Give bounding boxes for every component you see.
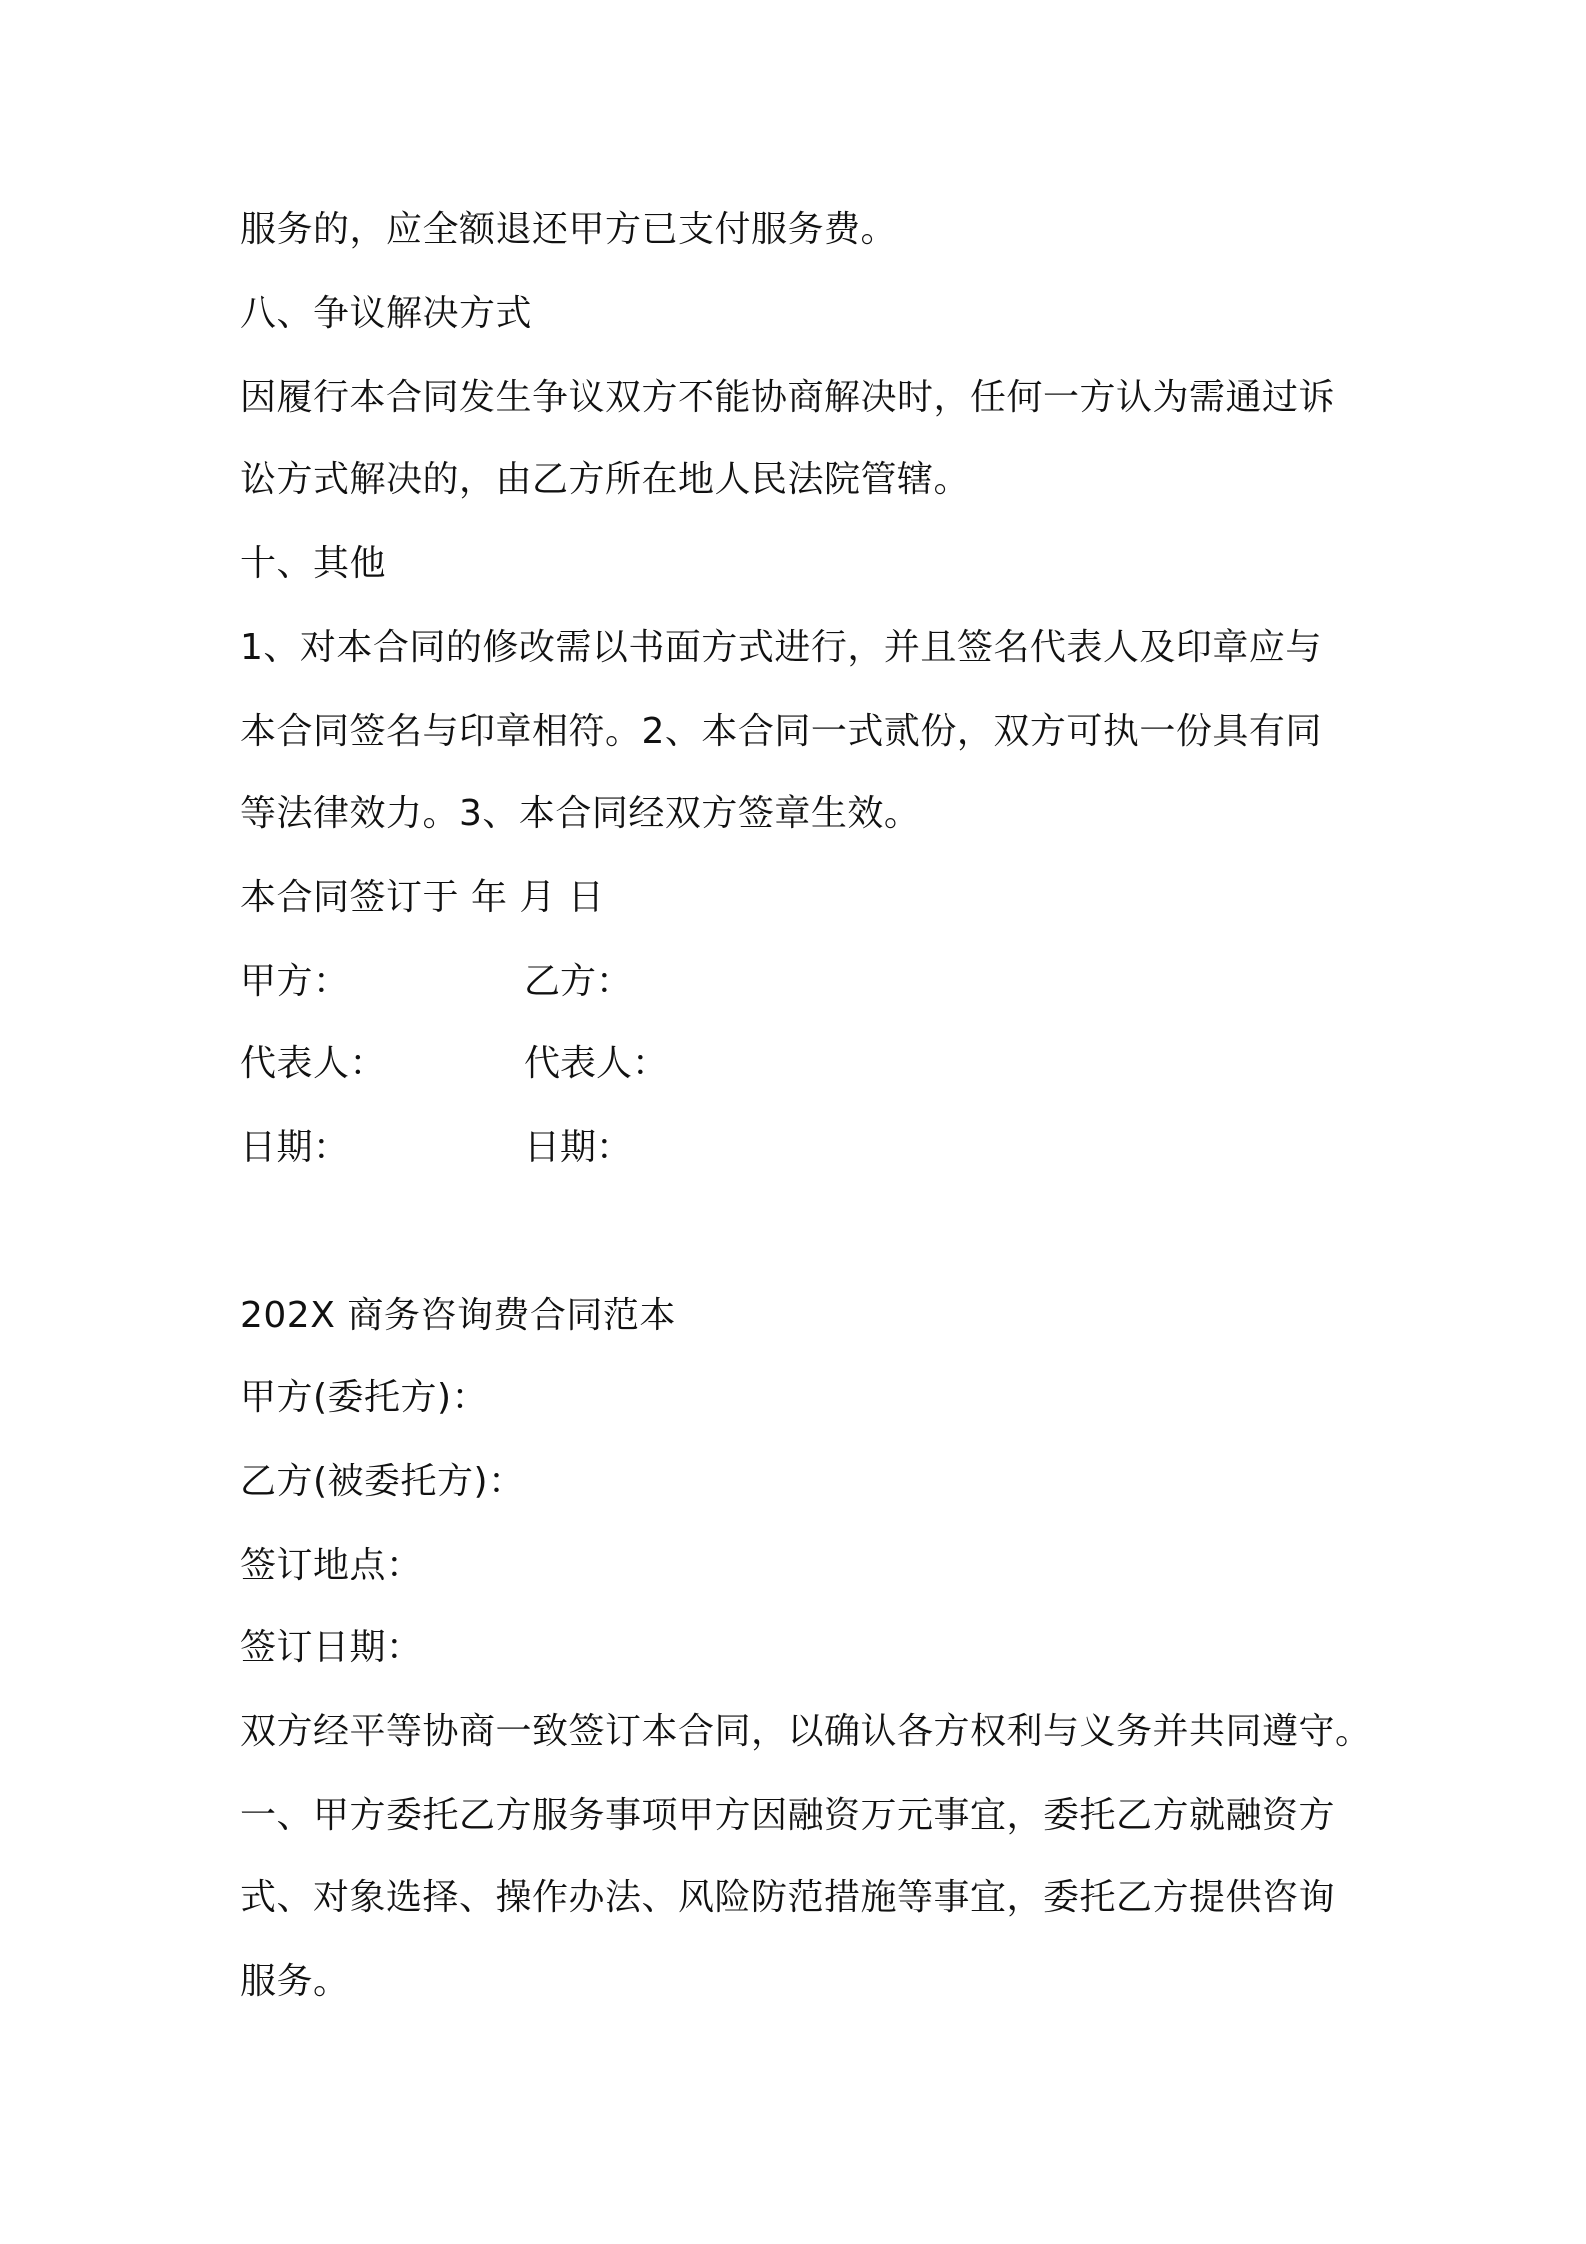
paragraph-line: 因履行本合同发生争议双方不能协商解决时，任何一方认为需通过诉 [240, 377, 1336, 418]
representative-a-label: 代表人： [240, 1043, 387, 1084]
clause-line: 式、对象选择、操作办法、风险防范措施等事宜，委托乙方提供咨询 [240, 1877, 1336, 1918]
paragraph-line: 1、对本合同的修改需以书面方式进行，并且签名代表人及印章应与 [240, 627, 1322, 668]
representative-b-label: 代表人： [524, 1043, 669, 1084]
date-a-label: 日期： [240, 1127, 350, 1168]
signing-date-line: 本合同签订于 年 月 日 [240, 877, 605, 918]
party-a-field: 甲方(委托方)： [240, 1377, 489, 1418]
date-b-label: 日期： [524, 1127, 633, 1168]
paragraph-line: 本合同签名与印章相符。2、本合同一式贰份，双方可执一份具有同 [240, 711, 1322, 752]
paragraph-line: 等法律效力。3、本合同经双方签章生效。 [240, 793, 921, 834]
party-b-label: 乙方： [524, 961, 633, 1002]
intro-paragraph: 双方经平等协商一致签订本合同，以确认各方权利与义务并共同遵守。 [240, 1711, 1372, 1752]
paragraph-line: 讼方式解决的，由乙方所在地人民法院管辖。 [240, 459, 971, 500]
section-heading: 十、其他 [240, 543, 387, 584]
clause-line: 服务。 [240, 1961, 350, 2002]
contract-title: 202X 商务咨询费合同范本 [240, 1295, 676, 1336]
party-b-field: 乙方(被委托方)： [240, 1461, 525, 1502]
clause-line: 一、甲方委托乙方服务事项甲方因融资万元事宜，委托乙方就融资方 [240, 1795, 1336, 1836]
signing-place-field: 签订地点： [240, 1545, 423, 1586]
paragraph-line: 服务的，应全额退还甲方已支付服务费。 [240, 209, 898, 250]
signing-date-field: 签订日期： [240, 1627, 423, 1668]
section-heading: 八、争议解决方式 [240, 293, 533, 334]
party-a-label: 甲方： [240, 961, 350, 1002]
